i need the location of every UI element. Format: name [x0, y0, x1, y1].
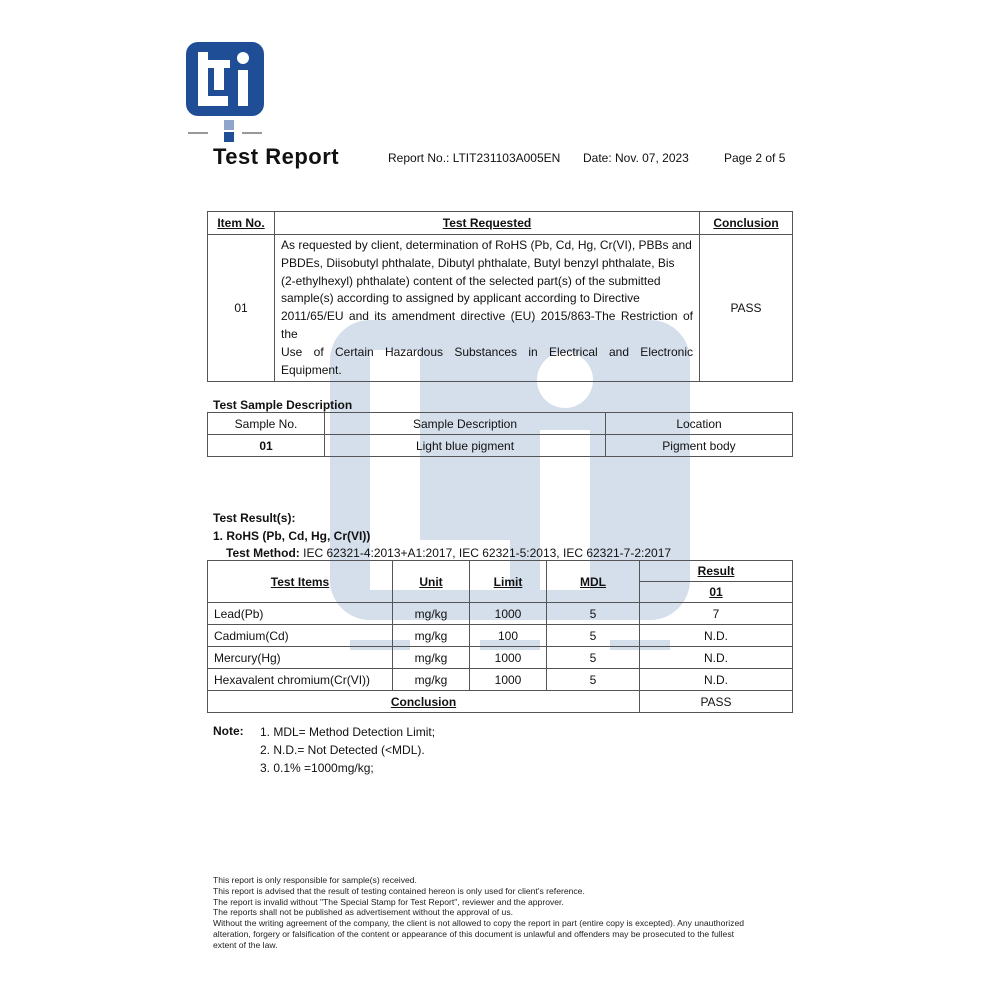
sample-heading: Test Sample Description [213, 398, 353, 412]
col-test-items: Test Items [208, 561, 393, 603]
note-label: Note: [213, 724, 244, 738]
request-conclusion: PASS [700, 235, 793, 382]
report-date: Date: Nov. 07, 2023 [583, 151, 689, 165]
col-unit: Unit [393, 561, 470, 603]
conclusion-label: Conclusion [208, 691, 640, 713]
table-row: Hexavalent chromium(Cr(VI)) mg/kg 1000 5 N.D. [208, 669, 793, 691]
results-subheading: 1. RoHS (Pb, Cd, Hg, Cr(VI)) [213, 529, 371, 543]
results-table [207, 560, 793, 713]
location-header: Location [606, 413, 793, 435]
col-limit: Limit [470, 561, 547, 603]
sample-no-header: Sample No. [208, 413, 325, 435]
note-item-1: 1. MDL= Method Detection Limit; [260, 725, 436, 739]
sample-no: 01 [208, 435, 325, 457]
col-result-sample: 01 [640, 582, 793, 603]
footer-disclaimer: This report is only responsible for sample(s) received. This report is advised that the result of testing contained hereon is only used for client's reference. The report is invalid without "The Special Stamp for Test Report", reviewer and the approver. The reports shall not be published as advertisement without the approval of us. Without the writing agreement of the company, the client is not allowed to copy the report in part (entire copy is excepted). Any unauthorized alteration, forgery or falsification of the content or appearance of this document is unlawful and offenders may be prosecuted to the fullest extent of the law. [213, 875, 745, 950]
page-title: Test Report [213, 144, 340, 169]
conclusion-value: PASS [640, 691, 793, 713]
sample-desc: Light blue pigment [325, 435, 606, 457]
report-number: Report No.: LTIT231103A005EN [388, 151, 561, 165]
item-number: 01 [208, 235, 275, 382]
note-item-3: 3. 0.1% =1000mg/kg; [260, 761, 374, 775]
request-table [207, 211, 793, 382]
table-row: Lead(Pb) mg/kg 1000 5 7 [208, 603, 793, 625]
col-test-requested: Test Requested [275, 212, 700, 235]
test-requested-text: As requested by client, determination of RoHS (Pb, Cd, Hg, Cr(VI), PBBs and PBDEs, Diisobutyl phthalate, Dibutyl phthalate, Butyl benzyl phthalate, Bis (2-ethylhexyl) phthalate) content of the selected part(s) of the submitted sample(s) according to assigned by applicant according to Directive 2011/65/EU and its amendment directive (EU) 2015/863-The Restriction of the Use of Certain Hazardous Substances in Electrical and Electronic Equipment. [275, 235, 700, 382]
sample-desc-header: Sample Description [325, 413, 606, 435]
page-number: Page 2 of 5 [724, 151, 786, 165]
sample-table [207, 412, 793, 457]
sample-location: Pigment body [606, 435, 793, 457]
col-result: Result [640, 561, 793, 582]
col-conclusion: Conclusion [700, 212, 793, 235]
col-mdl: MDL [547, 561, 640, 603]
company-logo [186, 40, 264, 144]
test-method: Test Method: IEC 62321-4:2013+A1:2017, IEC 62321-5:2013, IEC 62321-7-2:2017 [226, 546, 672, 560]
results-heading: Test Result(s): [213, 511, 296, 525]
col-item-no: Item No. [208, 212, 275, 235]
table-row: Cadmium(Cd) mg/kg 100 5 N.D. [208, 625, 793, 647]
table-row: Mercury(Hg) mg/kg 1000 5 N.D. [208, 647, 793, 669]
note-item-2: 2. N.D.= Not Detected (<MDL). [260, 743, 425, 757]
